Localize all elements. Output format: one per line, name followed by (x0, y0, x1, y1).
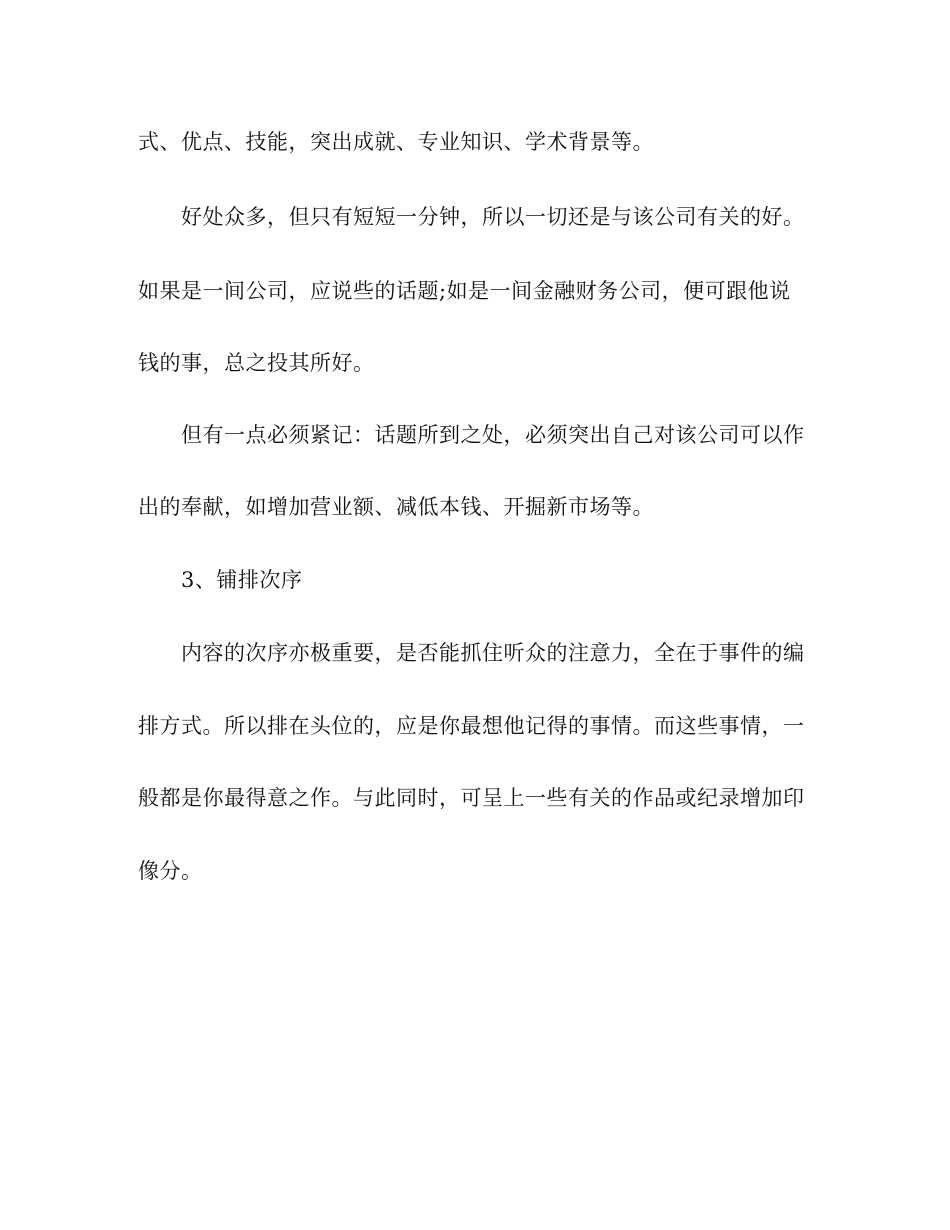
paragraph-line-9: 排方式。所以排在头位的，应是你最想他记得的事情。而这些事情，一 (138, 714, 805, 738)
paragraph-line-1: 式、优点、技能，突出成就、专业知识、学术背景等。 (138, 130, 654, 154)
paragraph-line-6: 出的奉献，如增加营业额、减低本钱、开掘新市场等。 (138, 495, 654, 519)
paragraph-line-8: 内容的次序亦极重要，是否能抓住听众的注意力，全在于事件的编 (181, 641, 805, 665)
paragraph-line-5: 但有一点必须紧记：话题所到之处，必须突出自己对该公司可以作 (181, 423, 805, 447)
paragraph-line-3: 如果是一间公司，应说些的话题;如是一间金融财务公司，便可跟他说 (138, 279, 791, 303)
paragraph-line-2: 好处众多，但只有短短一分钟，所以一切还是与该公司有关的好。 (181, 205, 805, 229)
paragraph-line-4: 钱的事，总之投其所好。 (138, 351, 375, 375)
section-heading: 3、铺排次序 (181, 568, 303, 592)
paragraph-line-11: 像分。 (138, 859, 203, 883)
paragraph-line-10: 般都是你最得意之作。与此同时，可呈上一些有关的作品或纪录增加印 (138, 786, 805, 810)
